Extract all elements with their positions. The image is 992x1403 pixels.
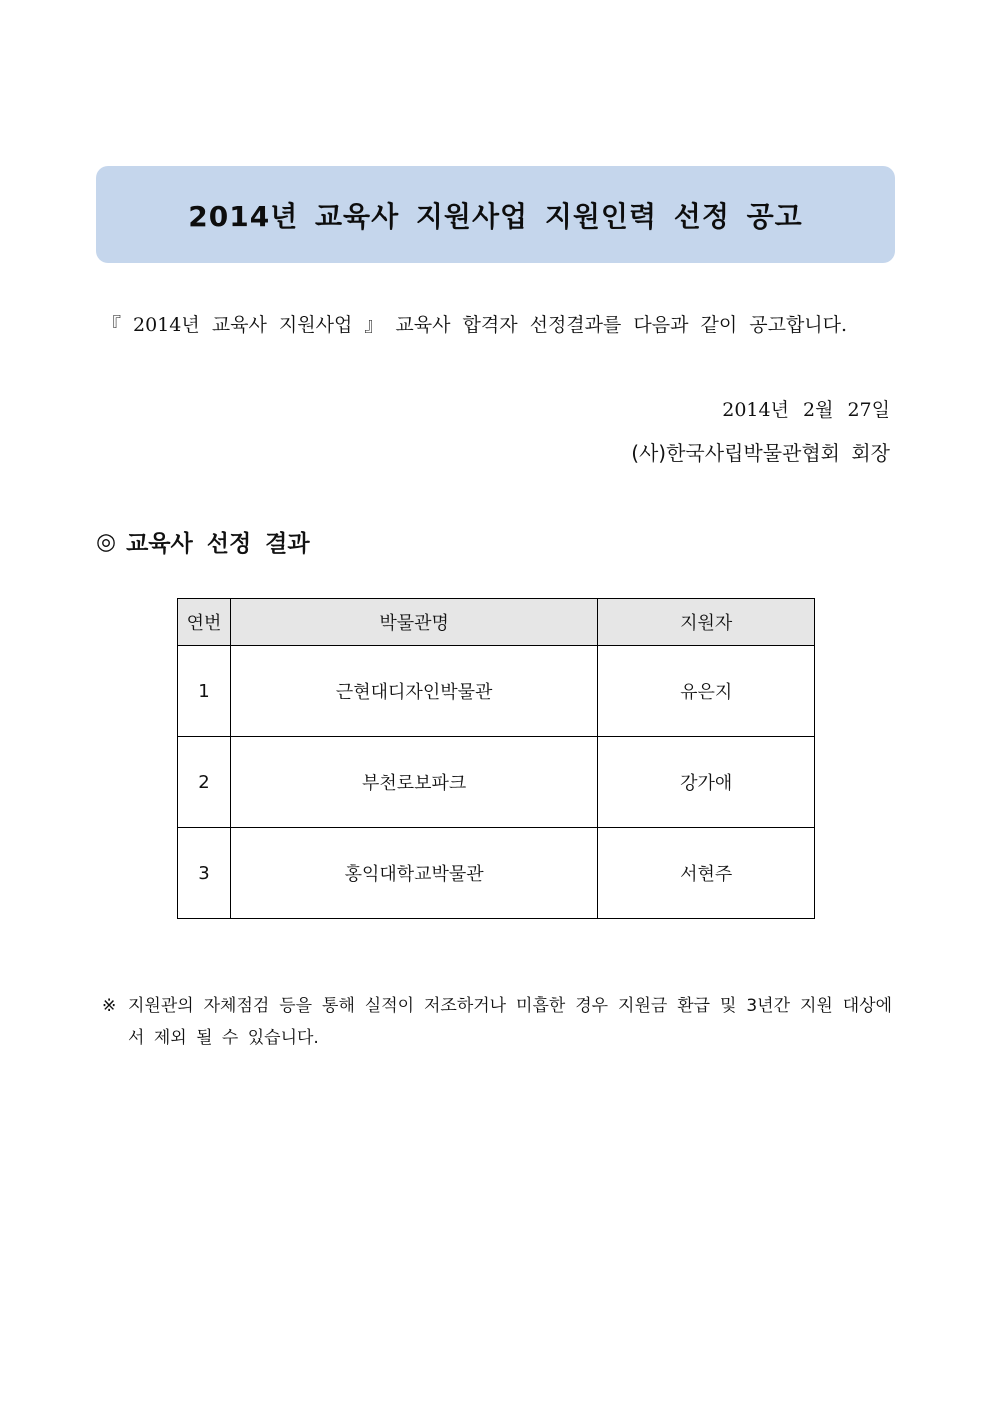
table-row <box>178 828 815 919</box>
double-circle-icon: ◎ <box>96 528 117 555</box>
section-heading <box>96 525 310 558</box>
row-applicant: 유은지 <box>598 646 815 737</box>
row-applicant: 서현주 <box>598 828 815 919</box>
page-title: 2014년 교육사 지원사업 지원인력 선정 공고 <box>188 199 803 233</box>
reference-mark-icon: ※ <box>102 996 117 1016</box>
row-number: 3 <box>178 828 231 919</box>
announcement-date: 2014년 2월 27일 <box>722 399 890 421</box>
table-row <box>178 737 815 828</box>
intro-paragraph: 『 2014년 교육사 지원사업 』 교육사 합격자 선정결과를 다음과 같이 공고합니다. <box>102 314 848 336</box>
row-applicant: 강가애 <box>598 737 815 828</box>
header-applicant: 지원자 <box>598 599 815 646</box>
table-row <box>178 646 815 737</box>
row-museum: 부천로보파크 <box>230 737 597 828</box>
section-heading-text: 교육사 선정 결과 <box>126 531 310 557</box>
header-number: 연번 <box>178 599 231 646</box>
row-number: 2 <box>178 737 231 828</box>
selection-result-table <box>177 598 815 919</box>
footnote <box>102 990 892 1054</box>
header-museum: 박물관명 <box>230 599 597 646</box>
organization-signature: (사)한국사립박물관협회 회장 <box>631 441 890 465</box>
footnote-text: 지원관의 자체점검 등을 통해 실적이 저조하거나 미흡한 경우 지원금 환급 및 3년간 지원 대상에서 제외 될 수 있습니다. <box>128 996 892 1048</box>
row-number: 1 <box>178 646 231 737</box>
row-museum: 근현대디자인박물관 <box>230 646 597 737</box>
row-museum: 홍익대학교박물관 <box>230 828 597 919</box>
table-header-row <box>178 599 815 646</box>
title-banner <box>96 166 895 263</box>
